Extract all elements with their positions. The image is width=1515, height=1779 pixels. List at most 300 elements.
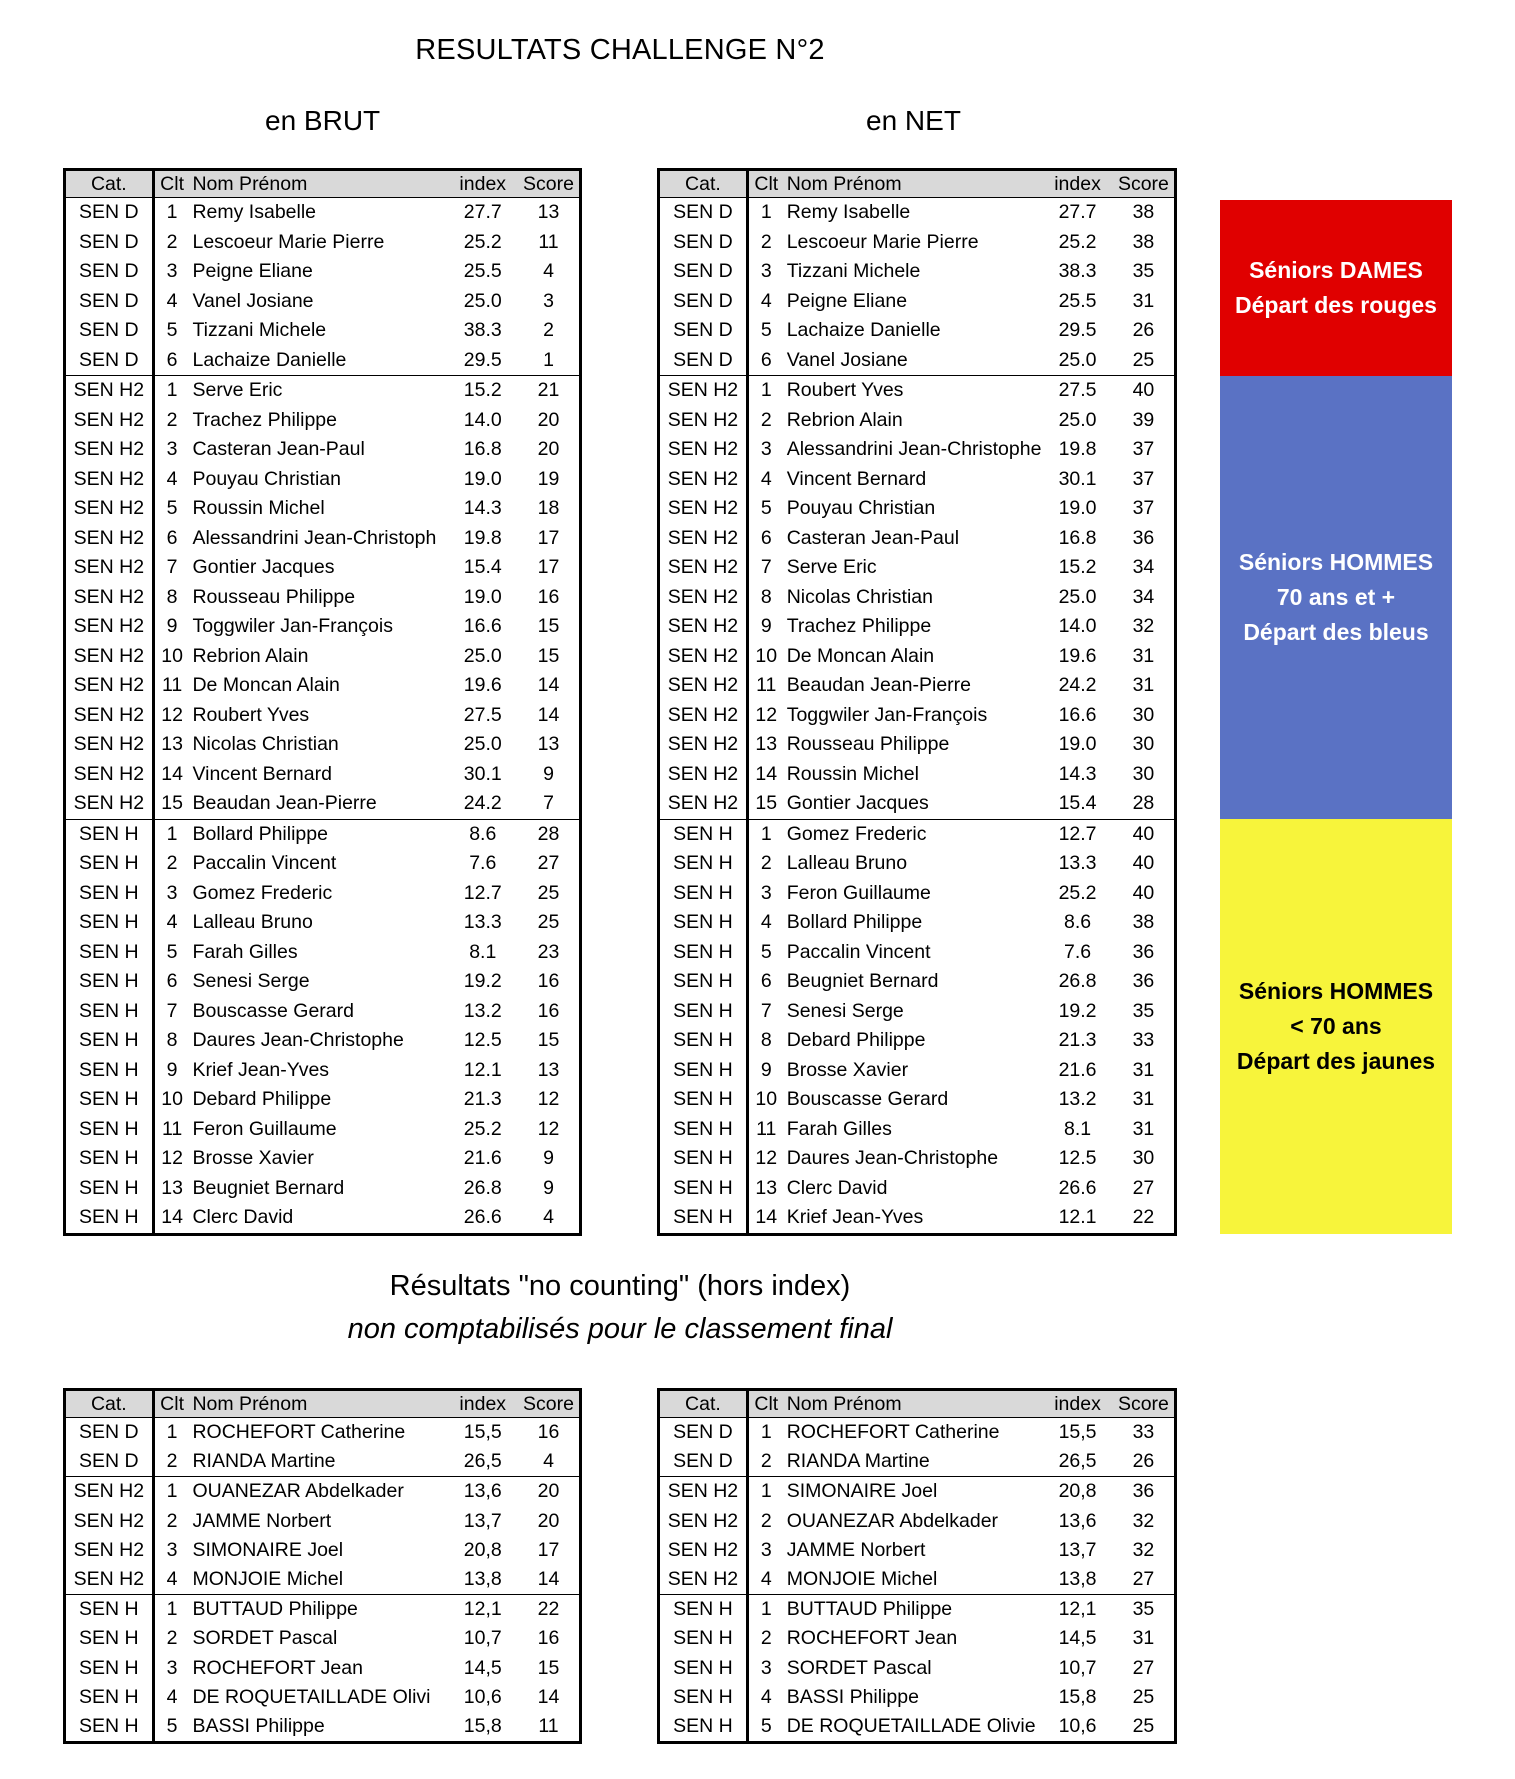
brut-label: en BRUT	[265, 105, 381, 136]
rank-cell: 2	[166, 852, 178, 875]
index-cell: 7.6	[469, 852, 497, 875]
score-cell: 30	[1132, 1147, 1155, 1170]
score-cell: 40	[1113, 376, 1176, 406]
category-cell: SEN H	[65, 1174, 154, 1204]
no-counting-title: Résultats "no counting" (hors index)	[389, 1270, 851, 1302]
category-cell: SEN D	[65, 1447, 154, 1477]
header-name: Nom Prénom	[189, 170, 447, 198]
table-row	[659, 701, 1176, 731]
table-row	[65, 376, 581, 406]
table-row	[65, 789, 581, 819]
name-cell: Lalleau Bruno	[786, 852, 908, 875]
category-cell: SEN H	[659, 1654, 748, 1683]
score-cell: 36	[1113, 1477, 1176, 1507]
score-cell: 25	[1132, 348, 1155, 371]
name-cell: Beaudan Jean-Pierre	[786, 674, 971, 697]
table-row	[659, 938, 1176, 968]
score-cell: 25	[537, 911, 560, 934]
rank-cell: 4	[166, 911, 178, 934]
rank-cell: 2	[760, 1509, 772, 1532]
category-cell: SEN H2	[65, 701, 154, 731]
category-cell: SEN H2	[65, 1536, 154, 1565]
index-cell: 15,5	[1058, 1421, 1097, 1444]
table-row	[659, 908, 1176, 938]
index-cell: 16.6	[1058, 703, 1097, 726]
score-cell: 15	[537, 1656, 560, 1679]
index-cell: 29.5	[463, 348, 502, 371]
score-cell: 4	[543, 1450, 554, 1473]
index-cell: 10,6	[1058, 1714, 1097, 1737]
category-cell: SEN H2	[65, 612, 154, 642]
rank-cell: 8	[760, 1029, 772, 1052]
rank-cell: 4	[760, 1685, 772, 1708]
name-cell: Lachaize Danielle	[192, 348, 347, 371]
category-cell: SEN H2	[65, 1565, 154, 1595]
rank-cell: 14	[755, 1206, 778, 1229]
category-cell: SEN H	[65, 819, 154, 849]
name-cell: OUANEZAR Abdelkader	[189, 1477, 447, 1507]
category-cell: SEN H	[65, 1144, 154, 1174]
name-cell: Beaudan Jean-Pierre	[192, 792, 377, 815]
rank-cell: 2	[166, 1627, 178, 1650]
score-cell: 11	[538, 1714, 559, 1737]
category-cell: SEN H2	[659, 494, 748, 524]
band-line: < 70 ans	[1290, 1013, 1382, 1039]
name-cell: Alessandrini Jean-Christoph	[192, 526, 437, 549]
score-cell: 11	[538, 230, 559, 253]
rank-cell: 5	[166, 319, 178, 342]
category-cell: SEN H	[659, 1085, 748, 1115]
index-cell: 21.3	[463, 1088, 502, 1111]
score-cell: 40	[1132, 852, 1155, 875]
band-line: Séniors HOMMES	[1238, 549, 1434, 575]
rank-cell: 6	[166, 526, 178, 549]
category-cell: SEN H2	[659, 524, 748, 554]
category-cell: SEN D	[659, 198, 748, 228]
table-row	[65, 1447, 581, 1477]
table-row	[659, 1507, 1176, 1536]
table-row	[65, 967, 581, 997]
category-cell: SEN H	[659, 819, 748, 849]
brut-results-table	[63, 168, 582, 1236]
name-cell: Beugniet Bernard	[786, 970, 939, 993]
name-cell: Bouscasse Gerard	[786, 1088, 949, 1111]
score-cell: 31	[1132, 644, 1155, 667]
name-cell: Roubert Yves	[784, 376, 1043, 406]
name-cell: SORDET Pascal	[786, 1656, 932, 1679]
rank-cell: 14	[755, 762, 778, 785]
score-cell: 14	[537, 1685, 560, 1708]
rank-cell: 8	[166, 585, 178, 608]
index-cell: 25.2	[1058, 881, 1097, 904]
name-cell: Debard Philippe	[786, 1029, 926, 1052]
category-cell: SEN H2	[65, 376, 154, 406]
rank-cell: 13	[755, 1176, 778, 1199]
category-cell: SEN H2	[65, 435, 154, 465]
rank-cell: 5	[166, 497, 178, 520]
table-row	[659, 1477, 1176, 1507]
rank-cell: 13	[161, 733, 183, 756]
table-row	[659, 1624, 1176, 1653]
table-row	[65, 1418, 581, 1448]
name-cell: Feron Guillaume	[192, 1117, 337, 1140]
name-cell: Senesi Serge	[192, 970, 310, 993]
name-cell: Krief Jean-Yves	[192, 1058, 330, 1081]
table-row	[659, 1447, 1176, 1477]
rank-cell: 4	[166, 289, 178, 312]
score-cell: 17	[537, 526, 560, 549]
index-cell: 27.7	[1058, 201, 1097, 224]
index-cell: 13,6	[1058, 1509, 1097, 1532]
table-row	[659, 760, 1176, 790]
table-row	[659, 1536, 1176, 1565]
score-cell: 40	[1113, 819, 1176, 849]
name-cell: Feron Guillaume	[786, 881, 931, 904]
rank-cell: 8	[166, 1029, 178, 1052]
index-cell: 19.0	[463, 467, 502, 490]
category-cell: SEN H2	[659, 1477, 748, 1507]
score-cell: 19	[537, 467, 560, 490]
table-row	[659, 257, 1176, 287]
band-line: Départ des jaunes	[1236, 1048, 1436, 1074]
index-cell: 10,7	[463, 1627, 502, 1650]
header-index: index	[1042, 1390, 1113, 1418]
name-cell: SIMONAIRE Joel	[784, 1477, 1043, 1507]
table-row	[659, 583, 1176, 613]
name-cell: RIANDA Martine	[192, 1450, 336, 1473]
index-cell: 12.5	[1058, 1147, 1097, 1170]
score-cell: 27	[1132, 1568, 1155, 1591]
index-cell: 14,5	[1058, 1627, 1097, 1650]
category-cell: SEN D	[65, 346, 154, 376]
header-clt: Clt	[747, 170, 783, 198]
table-row	[65, 1174, 581, 1204]
table-row	[659, 1418, 1176, 1448]
category-cell: SEN H2	[65, 494, 154, 524]
rank-cell: 2	[166, 1450, 178, 1473]
name-cell: Pouyau Christian	[192, 467, 341, 490]
name-cell: DE ROQUETAILLADE Olivie	[786, 1714, 1036, 1737]
name-cell: Paccalin Vincent	[192, 852, 337, 875]
index-cell: 13.3	[1058, 852, 1097, 875]
category-cell: SEN D	[659, 1418, 748, 1448]
score-cell: 4	[543, 260, 554, 283]
index-cell: 12.7	[1042, 819, 1113, 849]
table-row	[65, 938, 581, 968]
name-cell: Peigne Eliane	[192, 260, 313, 283]
index-cell: 19.6	[463, 674, 502, 697]
category-cell: SEN D	[659, 346, 748, 376]
table-row	[659, 1683, 1176, 1712]
table-row	[659, 406, 1176, 436]
table-row	[659, 1565, 1176, 1595]
category-cell: SEN D	[65, 1418, 154, 1448]
index-cell: 38.3	[1058, 260, 1097, 283]
no-counting-brut-table	[63, 1388, 582, 1744]
header-index: index	[1042, 170, 1113, 198]
name-cell: Trachez Philippe	[786, 615, 932, 638]
index-cell: 15,8	[1058, 1685, 1097, 1708]
name-cell: BASSI Philippe	[786, 1685, 919, 1708]
table-row	[659, 553, 1176, 583]
name-cell: Vincent Bernard	[192, 762, 332, 785]
rank-cell: 6	[760, 526, 772, 549]
score-cell: 25	[537, 881, 560, 904]
index-cell: 14.0	[463, 408, 502, 431]
rank-cell: 6	[760, 970, 772, 993]
name-cell: Roussin Michel	[786, 762, 919, 785]
table-row	[65, 760, 581, 790]
category-cell: SEN H	[65, 1056, 154, 1086]
category-cell: SEN H2	[659, 376, 748, 406]
table-row	[659, 494, 1176, 524]
rank-cell: 5	[166, 1714, 178, 1737]
score-cell: 22	[1132, 1206, 1155, 1229]
score-cell: 27	[1132, 1656, 1155, 1679]
rank-cell: 3	[760, 1538, 772, 1561]
score-cell: 20	[537, 438, 560, 461]
index-cell: 14.3	[463, 497, 502, 520]
category-cell: SEN H2	[65, 583, 154, 613]
rank-cell: 1	[153, 1477, 189, 1507]
score-cell: 21	[518, 376, 580, 406]
score-cell: 9	[543, 1176, 554, 1199]
header-name: Nom Prénom	[189, 1390, 447, 1418]
rank-cell: 5	[760, 940, 772, 963]
category-cell: SEN H	[65, 1624, 154, 1653]
table-row	[659, 1085, 1176, 1115]
rank-cell: 4	[760, 911, 772, 934]
category-cell: SEN H2	[65, 524, 154, 554]
rank-cell: 2	[760, 230, 772, 253]
category-cell: SEN H2	[659, 642, 748, 672]
rank-cell: 12	[161, 703, 183, 726]
table-row	[65, 1056, 581, 1086]
table-row	[65, 849, 581, 879]
rank-cell: 1	[166, 1421, 178, 1444]
score-cell: 31	[1132, 1088, 1155, 1111]
table-row	[65, 1654, 581, 1683]
score-cell: 16	[537, 999, 560, 1022]
index-cell: 16.8	[1058, 526, 1097, 549]
category-cell: SEN H2	[65, 1477, 154, 1507]
rank-cell: 14	[161, 1206, 183, 1229]
score-cell: 38	[1132, 201, 1155, 224]
header-name: Nom Prénom	[784, 1390, 1043, 1418]
index-cell: 26.6	[1058, 1176, 1097, 1199]
score-cell: 32	[1132, 615, 1155, 638]
table-row	[65, 819, 581, 849]
index-cell: 26.8	[463, 1176, 502, 1199]
score-cell: 26	[1132, 1450, 1155, 1473]
name-cell: Vanel Josiane	[192, 289, 314, 312]
score-cell: 33	[1132, 1029, 1155, 1052]
band-line: Séniors DAMES	[1249, 257, 1423, 283]
index-cell: 26.6	[463, 1206, 502, 1229]
category-cell: SEN H	[659, 1624, 748, 1653]
rank-cell: 1	[760, 201, 772, 224]
category-cell: SEN H	[659, 849, 748, 879]
rank-cell: 10	[161, 644, 183, 667]
score-cell: 12	[537, 1088, 560, 1111]
name-cell: Roussin Michel	[192, 497, 325, 520]
name-cell: ROCHEFORT Jean	[192, 1656, 363, 1679]
name-cell: Bouscasse Gerard	[192, 999, 354, 1022]
score-cell: 4	[543, 1206, 554, 1229]
index-cell: 19.8	[1058, 438, 1097, 461]
name-cell: Lescoeur Marie Pierre	[192, 230, 385, 253]
index-cell: 25.0	[463, 733, 502, 756]
rank-cell: 1	[153, 1595, 189, 1625]
table-row	[65, 553, 581, 583]
name-cell: Tizzani Michele	[192, 319, 327, 342]
table-row	[65, 524, 581, 554]
category-cell: SEN H	[659, 1712, 748, 1743]
name-cell: Vincent Bernard	[786, 467, 927, 490]
header-name: Nom Prénom	[784, 170, 1043, 198]
name-cell: De Moncan Alain	[786, 644, 935, 667]
table-row	[65, 406, 581, 436]
rank-cell: 1	[747, 1477, 783, 1507]
name-cell: Lalleau Bruno	[192, 911, 313, 934]
index-cell: 25.0	[463, 289, 502, 312]
category-cell: SEN H2	[659, 1536, 748, 1565]
index-cell: 12.1	[463, 1058, 502, 1081]
score-cell: 18	[537, 497, 560, 520]
rank-cell: 3	[166, 1538, 178, 1561]
name-cell: ROCHEFORT Catherine	[192, 1421, 406, 1444]
index-cell: 14,5	[463, 1656, 502, 1679]
score-cell: 30	[1132, 733, 1155, 756]
category-cell: SEN D	[659, 316, 748, 346]
table-row	[659, 997, 1176, 1027]
table-row	[659, 1203, 1176, 1234]
score-cell: 14	[537, 1568, 560, 1591]
name-cell: Brosse Xavier	[192, 1147, 314, 1170]
rank-cell: 2	[760, 1450, 772, 1473]
name-cell: Brosse Xavier	[786, 1058, 909, 1081]
table-row	[65, 1536, 581, 1565]
rank-cell: 3	[760, 1656, 772, 1679]
category-cell: SEN H	[65, 1026, 154, 1056]
index-cell: 10,7	[1058, 1656, 1097, 1679]
name-cell: Lescoeur Marie Pierre	[786, 230, 979, 253]
index-cell: 19.2	[1058, 999, 1097, 1022]
score-cell: 16	[537, 585, 560, 608]
table-row	[65, 316, 581, 346]
score-cell: 37	[1132, 497, 1155, 520]
name-cell: Farah Gilles	[192, 940, 298, 963]
rank-cell: 5	[760, 497, 772, 520]
name-cell: Peigne Eliane	[786, 289, 908, 312]
rank-cell: 6	[166, 348, 178, 371]
rank-cell: 11	[756, 1117, 777, 1140]
category-cell: SEN D	[65, 198, 154, 228]
score-cell: 30	[1132, 762, 1155, 785]
rank-cell: 1	[166, 201, 178, 224]
table-row	[659, 849, 1176, 879]
table-row	[65, 1683, 581, 1712]
rank-cell: 3	[760, 881, 772, 904]
rank-cell: 3	[760, 260, 772, 283]
category-cell: SEN H	[65, 849, 154, 879]
score-cell: 37	[1132, 438, 1155, 461]
table-row	[65, 730, 581, 760]
band-seniors-hommes-70-plus	[1220, 376, 1452, 819]
index-cell: 15.4	[1058, 792, 1097, 815]
index-cell: 21.3	[1058, 1029, 1097, 1052]
header-score: Score	[518, 1390, 580, 1418]
rank-cell: 14	[161, 762, 183, 785]
table-row	[65, 1026, 581, 1056]
index-cell: 24.2	[1058, 674, 1097, 697]
table-row	[65, 1565, 581, 1595]
table-row	[65, 701, 581, 731]
category-cell: SEN D	[659, 257, 748, 287]
score-cell: 36	[1132, 970, 1155, 993]
rank-cell: 10	[161, 1088, 183, 1111]
table-row	[659, 346, 1176, 376]
table-row	[659, 642, 1176, 672]
band-line: Séniors HOMMES	[1238, 978, 1434, 1004]
category-cell: SEN H	[659, 1056, 748, 1086]
rank-cell: 1	[747, 819, 783, 849]
score-cell: 26	[1132, 319, 1155, 342]
name-cell: Tizzani Michele	[786, 260, 921, 283]
table-row	[659, 671, 1176, 701]
table-row	[659, 879, 1176, 909]
index-cell: 13,6	[447, 1477, 518, 1507]
name-cell: Clerc David	[192, 1206, 294, 1229]
category-cell: SEN H2	[65, 789, 154, 819]
rank-cell: 4	[166, 1685, 178, 1708]
score-cell: 31	[1132, 674, 1155, 697]
index-cell: 25.0	[1058, 408, 1097, 431]
table-row	[659, 287, 1176, 317]
name-cell: Toggwiler Jan-François	[786, 703, 988, 726]
header-score: Score	[1113, 170, 1176, 198]
index-cell: 30.1	[463, 762, 502, 785]
score-cell: 35	[1132, 999, 1155, 1022]
name-cell: MONJOIE Michel	[192, 1568, 344, 1591]
category-cell: SEN D	[65, 257, 154, 287]
name-cell: Senesi Serge	[786, 999, 904, 1022]
page-title: RESULTATS CHALLENGE N°2	[415, 34, 825, 66]
score-cell: 31	[1132, 1117, 1155, 1140]
name-cell: Gomez Frederic	[784, 819, 1043, 849]
name-cell: Bollard Philippe	[189, 819, 447, 849]
header-index: index	[447, 1390, 518, 1418]
table-row	[65, 287, 581, 317]
score-cell: 16	[537, 970, 560, 993]
name-cell: ROCHEFORT Jean	[786, 1627, 958, 1650]
rank-cell: 11	[756, 674, 777, 697]
index-cell: 19.8	[463, 526, 502, 549]
score-cell: 22	[518, 1595, 580, 1625]
category-cell: SEN H	[659, 1144, 748, 1174]
category-cell: SEN H2	[65, 406, 154, 436]
category-cell: SEN H	[659, 1595, 748, 1625]
category-cell: SEN H	[65, 967, 154, 997]
name-cell: Trachez Philippe	[192, 408, 337, 431]
score-cell: 15	[537, 1029, 560, 1052]
rank-cell: 15	[161, 792, 183, 815]
rank-cell: 9	[166, 615, 178, 638]
score-cell: 27	[1132, 1176, 1155, 1199]
name-cell: Rousseau Philippe	[192, 585, 356, 608]
category-cell: SEN D	[65, 287, 154, 317]
table-row	[659, 1056, 1176, 1086]
